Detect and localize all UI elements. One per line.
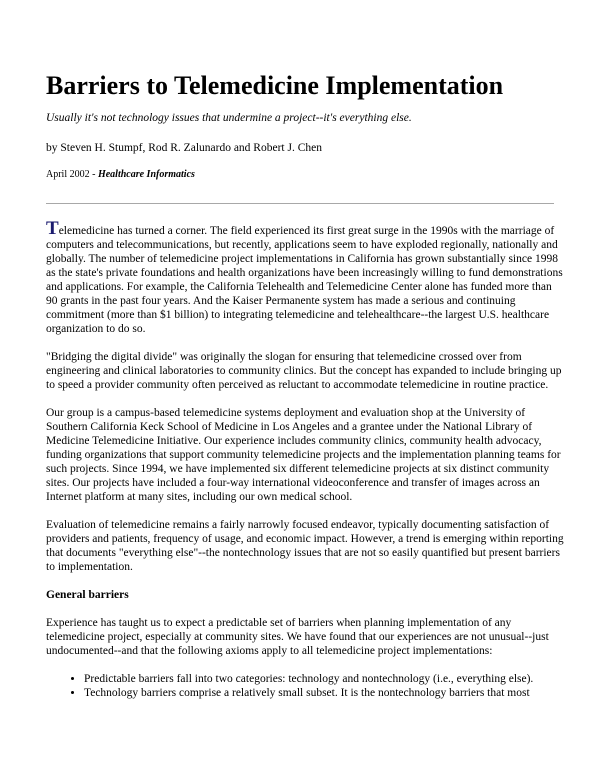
paragraph-our-group: Our group is a campus-based telemedicine systems deployment and evaluation shop at the University of Southern California Keck School of Medicine in Los Angeles and a grantee under the National Library of Medicine Telemedicine Initiative. Our experience includes community clinics, community health advocacy, funding organizations that support community telemedicine projects and the implementation planning teams for such projects. Since 1994, we have implemented six different telemedicine projects at six distinct community sites. Our projects have included a four-way international videoconference and transfer of images across an Internet platform at many sites, including our own medical school. bbox=[46, 407, 561, 503]
article-title: Barriers to Telemedicine Implementation bbox=[46, 71, 504, 100]
header-divider bbox=[46, 203, 554, 204]
date-separator: - bbox=[89, 169, 98, 180]
paragraph-evaluation: Evaluation of telemedicine remains a fairly narrowly focused endeavor, typically documenting satisfaction of providers and patients, frequency of usage, and economic impact. However, a trend is emerging within reporting that documents "everything else"--the nontechnology issues that are not so easily quantified but present barriers to implementation. bbox=[46, 519, 564, 573]
drop-cap: T bbox=[46, 218, 59, 239]
section-heading-general-barriers: General barriers bbox=[46, 589, 129, 601]
axioms-list bbox=[46, 672, 564, 700]
list-item: • Technology barriers comprise a relatively small subset. It is the nontechnology barriers that most bbox=[84, 686, 564, 700]
article-date: April 2002 bbox=[46, 169, 90, 180]
paragraph-intro bbox=[46, 218, 564, 336]
paragraph-experience: Experience has taught us to expect a predictable set of barriers when planning implementation of any telemedicine project, especially at community sites. We have found that our experiences are not unusual--just undocumented--and that the following axioms apply to all telemedicine project implementations: bbox=[46, 617, 549, 657]
list-item: • Predictable barriers fall into two categories: technology and nontechnology (i.e., everything else). bbox=[84, 672, 564, 686]
paragraph-digital-divide: "Bridging the digital divide" was originally the slogan for ensuring that telemedicine crossed over from engineering and clinical laboratories to community clinics. But the concept has expanded to include bringing up to speed a provider community often perceived as reluctant to accommodate telemedicine in routine practice. bbox=[46, 351, 562, 391]
paragraph-intro-text: elemedicine has turned a corner. The field experienced its first great surge in the 1990s with the marriage of computers and telecommunications, but recently, applications seem to have exploded regionally, nationally and globally. The number of telemedicine project implementations in California has grown substantially since 1998 as the state's private foundations and health organizations have been increasingly willing to fund demonstrations and applications. For example, the California Telehealth and Telemedicine Center alone has funded more than 90 grants in the past four years. And the Kaiser Permanente system has made a serious and continuing commitment (more than $1 billion) to integrating telemedicine and telehealthcare--the largest U.S. healthcare organization to do so. bbox=[46, 225, 563, 335]
article-dateline bbox=[46, 169, 195, 181]
publication-name: Healthcare Informatics bbox=[97, 169, 195, 180]
article-deck: Usually it's not technology issues that undermine a project--it's everything else. bbox=[46, 112, 412, 124]
article-byline: by Steven H. Stumpf, Rod R. Zalunardo and Robert J. Chen bbox=[46, 142, 322, 154]
article-body bbox=[46, 218, 564, 700]
